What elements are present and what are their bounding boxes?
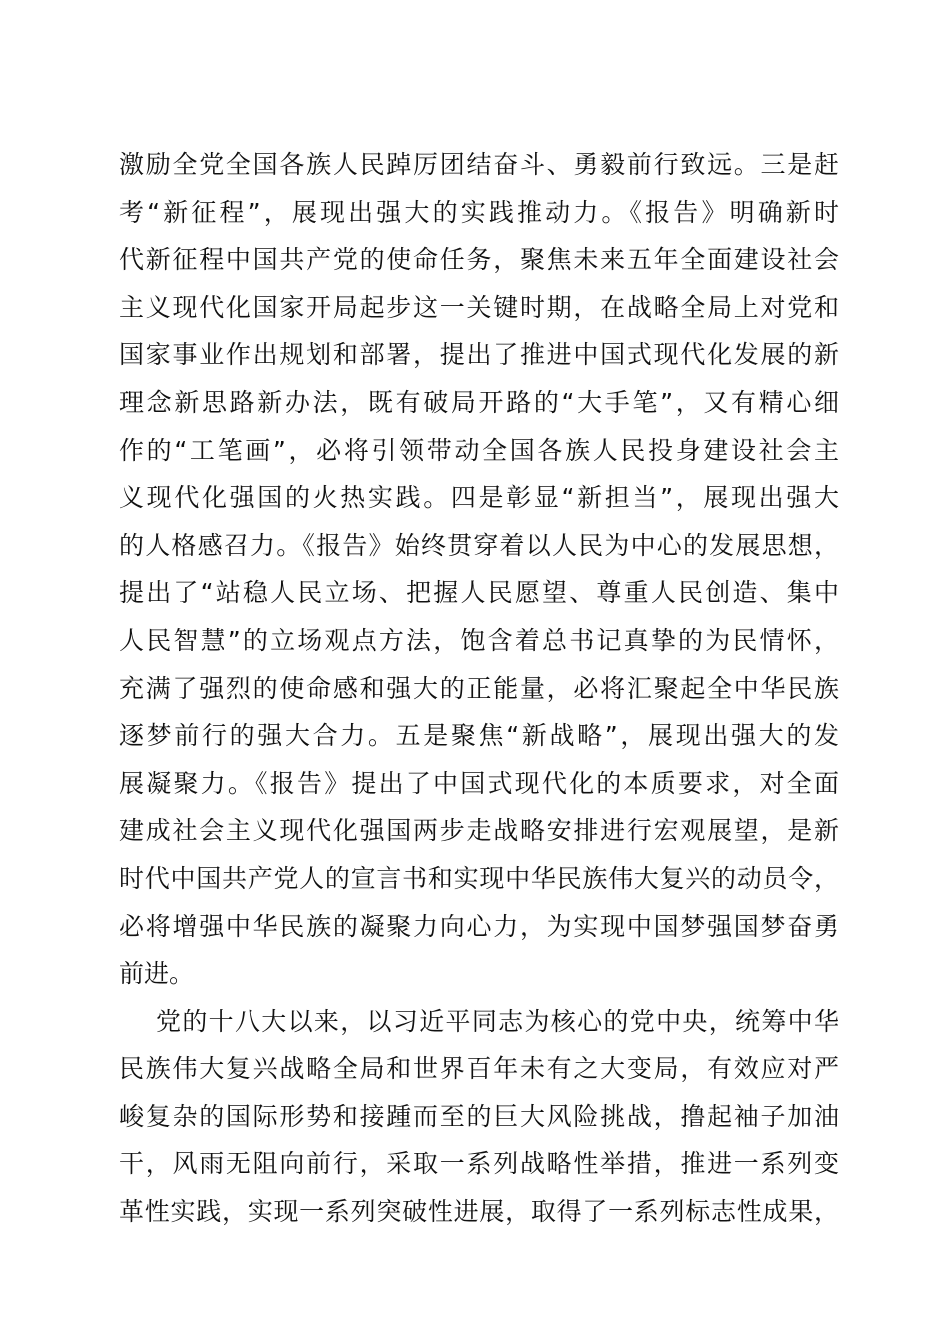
text-line: 干，风雨无阻向前行，采取一系列战略性举措，推进一系列变 xyxy=(119,1149,839,1179)
text-line: 作的“工笔画”，必将引领带动全国各族人民投身建设社会主 xyxy=(119,435,839,465)
text-line: 峻复杂的国际形势和接踵而至的巨大风险挑战，撸起袖子加油 xyxy=(119,1101,839,1131)
text-line: 时代中国共产党人的宣言书和实现中华民族伟大复兴的动员令， xyxy=(119,863,839,893)
text-line: 的人格感召力。《报告》始终贯穿着以人民为中心的发展思想， xyxy=(119,530,839,560)
text-line: 义现代化强国的火热实践。四是彰显“新担当”，展现出强大 xyxy=(119,483,839,513)
paragraph xyxy=(119,141,839,998)
text-line: 主义现代化国家开局起步这一关键时期，在战略全局上对党和 xyxy=(119,292,839,322)
text-line: 激励全党全国各族人民踔厉团结奋斗、勇毅前行致远。三是赶 xyxy=(119,150,839,179)
text-line: 必将增强中华民族的凝聚力向心力，为实现中国梦强国梦奋勇 xyxy=(119,911,839,941)
text-line: 逐梦前行的强大合力。五是聚焦“新战略”，展现出强大的发 xyxy=(119,721,839,751)
text-line: 理念新思路新办法，既有破局开路的“大手笔”，又有精心细 xyxy=(119,387,839,417)
text-line: 民族伟大复兴战略全局和世界百年未有之大变局，有效应对严 xyxy=(119,1054,839,1084)
text-line: 建成社会主义现代化强国两步走战略安排进行宏观展望，是新 xyxy=(119,816,839,846)
document-body xyxy=(119,141,839,1236)
text-line: 革性实践，实现一系列突破性进展，取得了一系列标志性成果， xyxy=(119,1197,839,1227)
text-line: 展凝聚力。《报告》提出了中国式现代化的本质要求，对全面 xyxy=(119,768,839,798)
text-line: 党的十八大以来，以习近平同志为核心的党中央，统筹中华 xyxy=(156,1006,839,1036)
text-line: 国家事业作出规划和部署，提出了推进中国式现代化发展的新 xyxy=(119,340,839,370)
text-line: 前进。 xyxy=(119,959,195,989)
text-line: 代新征程中国共产党的使命任务，聚焦未来五年全面建设社会 xyxy=(119,245,839,275)
text-line: 充满了强烈的使命感和强大的正能量，必将汇聚起全中华民族 xyxy=(119,673,839,703)
text-line: 人民智慧”的立场观点方法，饱含着总书记真挚的为民情怀， xyxy=(119,625,839,655)
text-line: 考“新征程”，展现出强大的实践推动力。《报告》明确新时 xyxy=(119,197,839,227)
text-line: 提出了“站稳人民立场、把握人民愿望、尊重人民创造、集中 xyxy=(119,578,839,608)
paragraph xyxy=(119,998,839,1236)
